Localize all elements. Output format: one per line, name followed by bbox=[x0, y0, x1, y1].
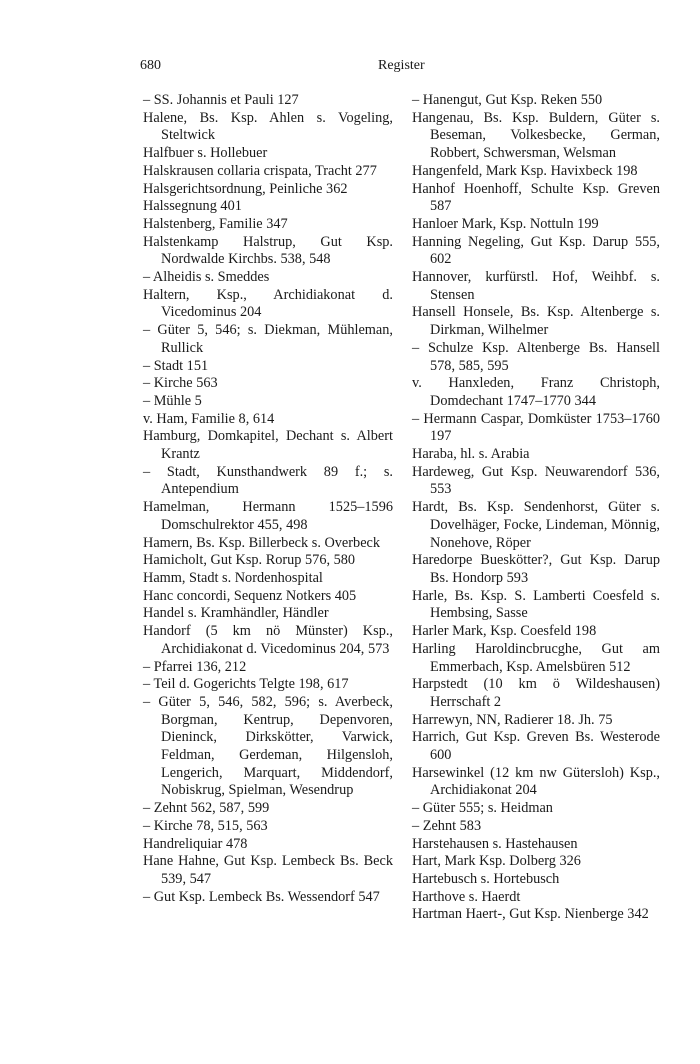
index-entry: Halstenberg, Familie 347 bbox=[143, 215, 288, 232]
index-column-left bbox=[143, 92, 393, 906]
index-entry: Hannover, kurfürstl. Hof, Weihbf. s. Stensen bbox=[412, 269, 660, 303]
index-entry: Harrewyn, NN, Radierer 18. Jh. 75 bbox=[412, 711, 613, 728]
index-entry: Halene, Bs. Ksp. Ahlen s. Vogeling, Steltwick bbox=[143, 109, 393, 144]
index-entry: – Alheidis s. Smeddes bbox=[143, 269, 270, 286]
index-entry: Harstehausen s. Hastehausen bbox=[412, 835, 578, 852]
index-entry: – Güter 5, 546; s. Diekman, Mühleman, Rullick bbox=[143, 322, 393, 356]
index-entry: Harpstedt (10 km ö Wildeshausen) Herrschaft 2 bbox=[412, 676, 660, 710]
index-column-right bbox=[412, 92, 660, 924]
index-entry: Haredorpe Bueskötter?, Gut Ksp. Darup Bs. Hondorp 593 bbox=[412, 552, 660, 586]
index-entry: Harle, Bs. Ksp. S. Lamberti Coesfeld s. Hembsing, Sasse bbox=[412, 587, 660, 622]
index-entry: Hamelman, Hermann 1525–1596 Domschulrektor 455, 498 bbox=[143, 499, 393, 533]
index-entry: – Kirche 563 bbox=[143, 375, 218, 392]
index-entry: Harling Haroldincbrucghe, Gut am Emmerbach, Ksp. Amelsbüren 512 bbox=[412, 640, 660, 675]
index-entry: Hamm, Stadt s. Nordenhospital bbox=[143, 569, 323, 586]
index-entry: Haltern, Ksp., Archidiakonat d. Vicedominus 204 bbox=[143, 286, 393, 321]
index-entry: Hartman Haert-, Gut Ksp. Nienberge 342 bbox=[412, 906, 649, 923]
index-entry: Hamburg, Domkapitel, Dechant s. Albert Krantz bbox=[143, 428, 393, 463]
index-entry: – Zehnt 562, 587, 599 bbox=[143, 800, 270, 817]
index-entry: Hamern, Bs. Ksp. Billerbeck s. Overbeck bbox=[143, 534, 381, 551]
index-entry: Hansell Honsele, Bs. Ksp. Altenberge s. Dirkman, Wilhelmer bbox=[412, 304, 660, 339]
index-entry: – SS. Johannis et Pauli 127 bbox=[143, 92, 299, 108]
index-entry: Hangenau, Bs. Ksp. Buldern, Güter s. Beseman, Volkesbecke, German, Robbert, Schwersman, Welsman bbox=[412, 109, 660, 162]
index-entry: Halstenkamp Halstrup, Gut Ksp. Nordwalde Kirchbs. 538, 548 bbox=[143, 233, 393, 268]
index-entry: Harler Mark, Ksp. Coesfeld 198 bbox=[412, 623, 597, 640]
index-entry: Hartebusch s. Hortebusch bbox=[412, 870, 560, 887]
index-entry: Hamicholt, Gut Ksp. Rorup 576, 580 bbox=[143, 552, 356, 569]
page-number: 680 bbox=[140, 58, 161, 73]
index-entry: Hardeweg, Gut Ksp. Neuwarendorf 536, 553 bbox=[412, 463, 660, 498]
index-entry: – Güter 555; s. Heidman bbox=[412, 800, 553, 817]
index-entry: Hanhof Hoenhoff, Schulte Ksp. Greven 587 bbox=[412, 180, 660, 215]
running-head: Register bbox=[378, 58, 425, 73]
index-entry: Halskrausen collaria crispata, Tracht 277 bbox=[143, 162, 377, 179]
index-entry: Harsewinkel (12 km nw Gütersloh) Ksp., Archidiakonat 204 bbox=[412, 764, 660, 799]
index-entry: – Mühle 5 bbox=[143, 392, 202, 409]
index-entry: Hanloer Mark, Ksp. Nottuln 199 bbox=[412, 215, 599, 232]
index-entry: – Hermann Caspar, Domküster 1753–1760 197 bbox=[412, 410, 660, 445]
index-entry: Hart, Mark Ksp. Dolberg 326 bbox=[412, 853, 581, 870]
index-entry: Harthove s. Haerdt bbox=[412, 888, 521, 905]
index-entry: Hangenfeld, Mark Ksp. Havixbeck 198 bbox=[412, 162, 638, 179]
index-entry: Handel s. Kramhändler, Händler bbox=[143, 605, 329, 622]
index-entry: Halfbuer s. Hollebuer bbox=[143, 145, 268, 162]
index-entry: Haraba, hl. s. Arabia bbox=[412, 446, 530, 463]
index-entry: – Stadt 151 bbox=[143, 357, 209, 374]
index-entry: – Gut Ksp. Lembeck Bs. Wessendorf 547 bbox=[143, 888, 380, 905]
index-entry: – Teil d. Gogerichts Telgte 198, 617 bbox=[143, 676, 349, 693]
index-entry: v. Hanxleden, Franz Christoph, Domdechant 1747–1770 344 bbox=[412, 375, 660, 409]
index-entry: – Stadt, Kunsthandwerk 89 f.; s. Antependium bbox=[143, 463, 393, 498]
index-entry: – Zehnt 583 bbox=[412, 817, 482, 834]
index-entry: – Schulze Ksp. Altenberge Bs. Hansell 578, 585, 595 bbox=[412, 339, 660, 374]
index-entry: v. Ham, Familie 8, 614 bbox=[143, 410, 275, 427]
index-entry: – Hanengut, Gut Ksp. Reken 550 bbox=[412, 92, 603, 108]
index-entry: Halsgerichtsordnung, Peinliche 362 bbox=[143, 180, 348, 197]
index-entry: Hanc concordi, Sequenz Notkers 405 bbox=[143, 587, 357, 604]
index-entry: – Güter 5, 546, 582, 596; s. Averbeck, Borgman, Kentrup, Depenvoren, Dieninck, Dirkskötter, Varwick, Feldman, Gerdeman, Hilgensloh, Lengerich, Marquart, Middendorf, Nobiskrug, Spielman, Wesendrup bbox=[143, 693, 393, 799]
index-entry: – Kirche 78, 515, 563 bbox=[143, 817, 268, 834]
index-entry: Halssegnung 401 bbox=[143, 198, 242, 215]
index-entry: Handorf (5 km nö Münster) Ksp., Archidiakonat d. Vicedominus 204, 573 bbox=[143, 623, 393, 657]
index-entry: Hardt, Bs. Ksp. Sendenhorst, Güter s. Dovelhäger, Focke, Lindeman, Mönnig, Nonehove, Röper bbox=[412, 499, 660, 551]
index-entry: Harrich, Gut Ksp. Greven Bs. Westerode 600 bbox=[412, 729, 660, 764]
index-entry: Hane Hahne, Gut Ksp. Lembeck Bs. Beck 539, 547 bbox=[143, 853, 393, 887]
index-entry: Hanning Negeling, Gut Ksp. Darup 555, 602 bbox=[412, 233, 660, 268]
index-entry: – Pfarrei 136, 212 bbox=[143, 658, 247, 675]
index-entry: Handreliquiar 478 bbox=[143, 835, 248, 852]
